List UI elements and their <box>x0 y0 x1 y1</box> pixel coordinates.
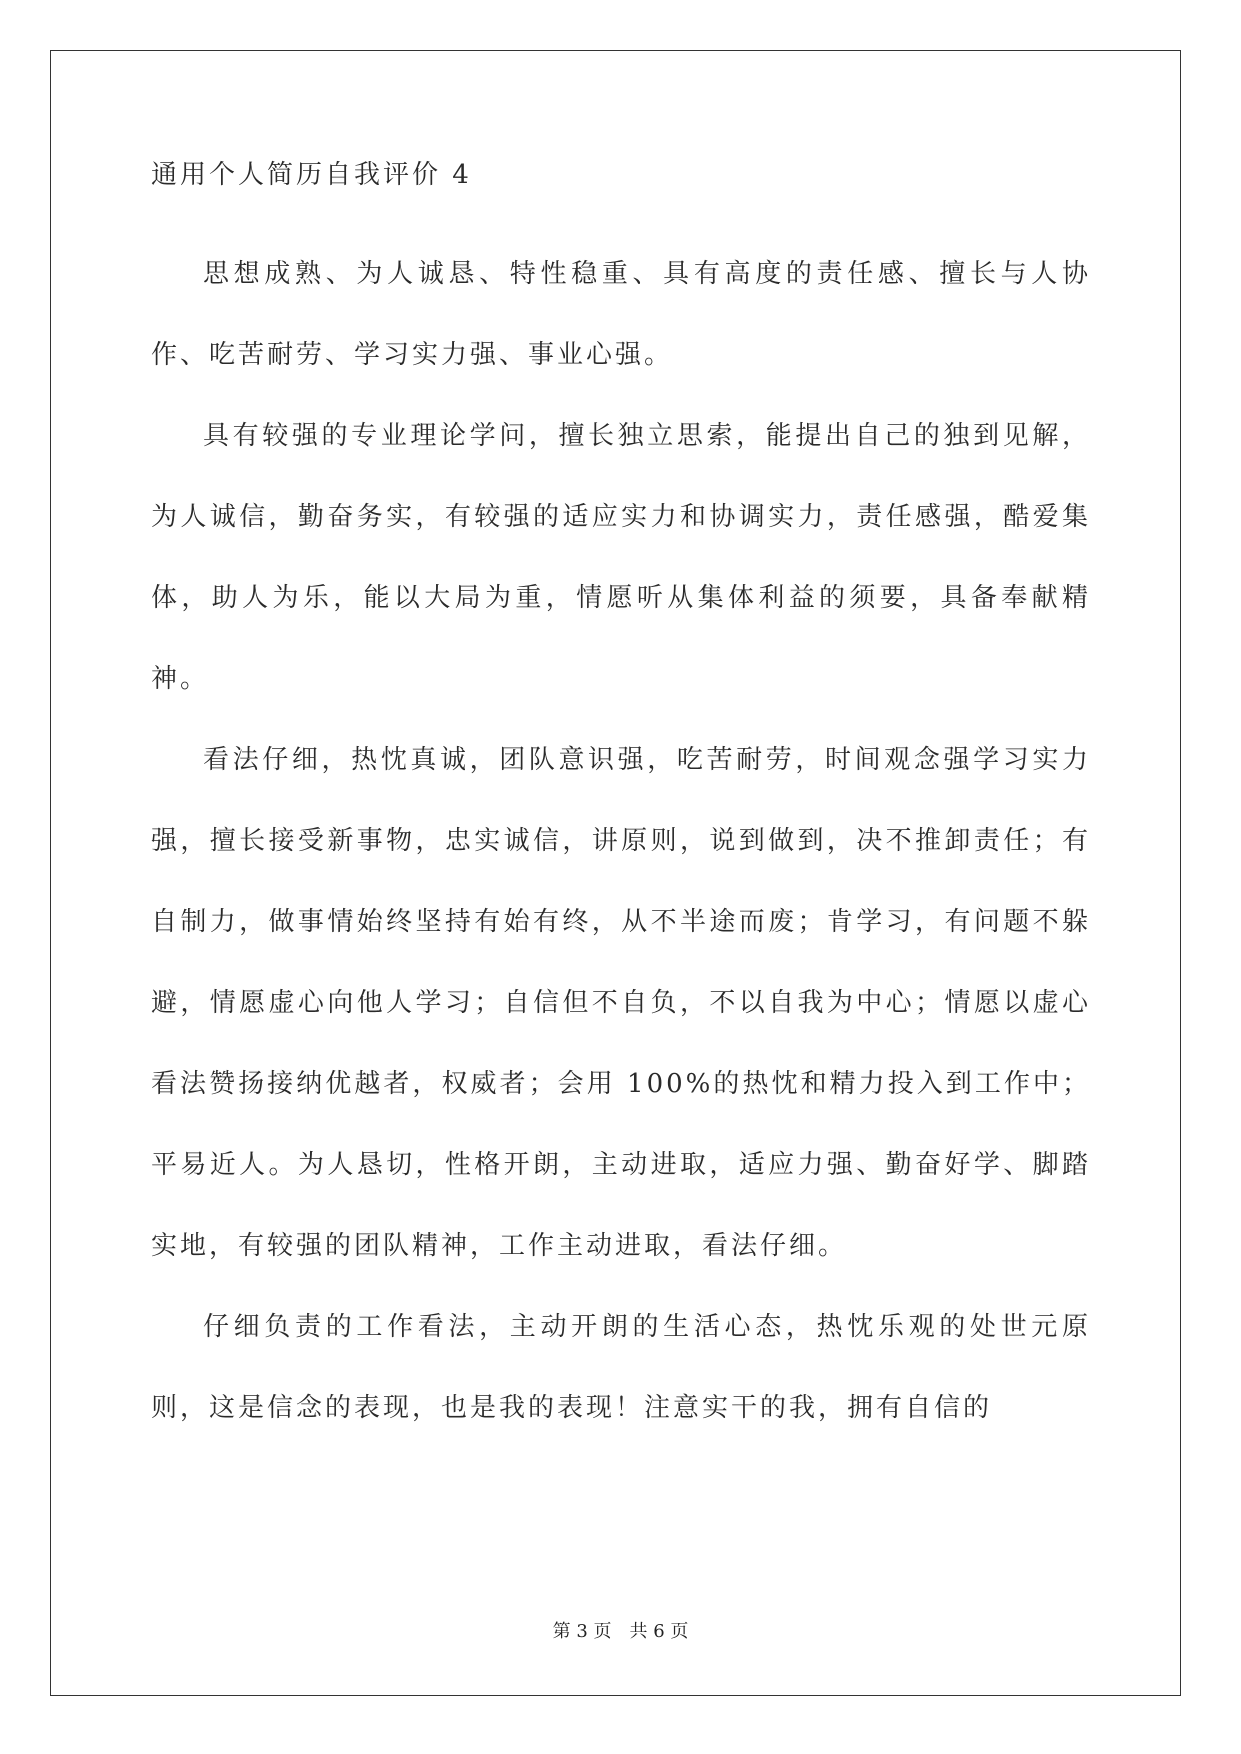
paragraph-1: 思想成熟、为人诚恳、特性稳重、具有高度的责任感、擅长与人协作、吃苦耐劳、学习实力强、事业心强。 <box>151 259 1091 370</box>
document-title: 通用个人简历自我评价 4 <box>151 160 472 190</box>
paragraph-3: 看法仔细，热忱真诚，团队意识强，吃苦耐劳，时间观念强学习实力强，擅长接受新事物，忠实诚信，讲原则，说到做到，决不推卸责任；有自制力，做事情始终坚持有始有终，从不半途而废；肯学习，有问题不躲避，情愿虚心向他人学习；自信但不自负，不以自我为中心；情愿以虚心看法赞扬接纳优越者，权威者；会用 100%的热忱和精力投入到工作中；平易近人。为人恳切，性格开朗，主动进取，适应力强、勤奋好学、脚踏实地，有较强的团队精神，工作主动进取，看法仔细。 <box>151 745 1091 1261</box>
paragraph-4: 仔细负责的工作看法，主动开朗的生活心态，热忱乐观的处世元原则，这是信念的表现，也是我的表现！注意实干的我，拥有自信的 <box>151 1312 1091 1423</box>
document-body <box>151 160 1091 1449</box>
page-number-footer: 第 3 页 共 6 页 <box>552 1621 689 1642</box>
paragraph-2: 具有较强的专业理论学问，擅长独立思索，能提出自己的独到见解，为人诚信，勤奋务实，有较强的适应实力和协调实力，责任感强，酷爱集体，助人为乐，能以大局为重，情愿听从集体利益的须要，具备奉献精神。 <box>151 421 1091 694</box>
